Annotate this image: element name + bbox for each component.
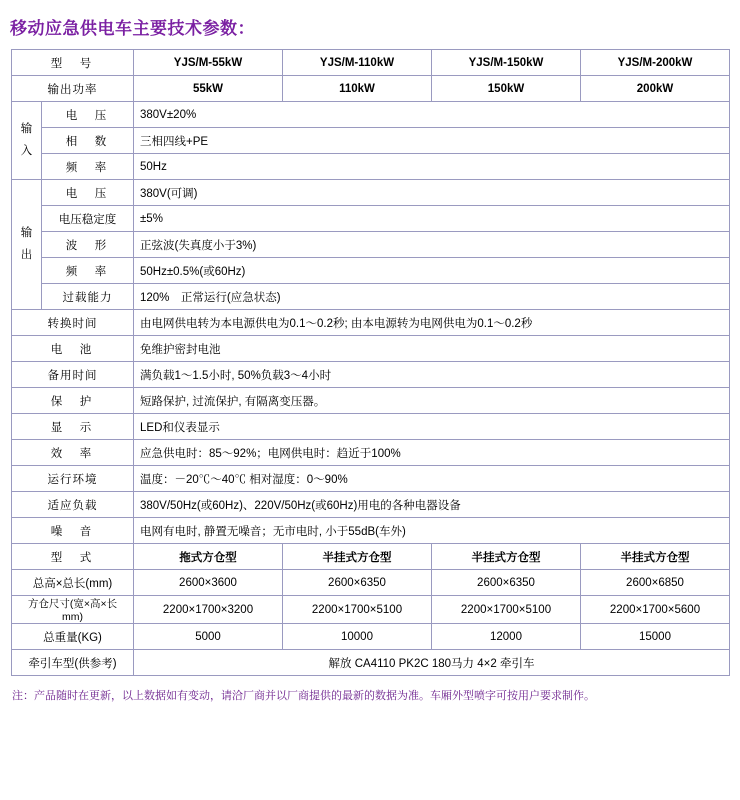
row-value-load-compat: 380V/50Hz(或60Hz)、220V/50Hz(或60Hz)用电的各种电器设备 xyxy=(134,492,730,518)
group-label-input-char1: 输 xyxy=(20,122,33,135)
table-row-type xyxy=(12,544,730,570)
row-label-output-frequency: 频 率 xyxy=(42,258,134,284)
row-label-transfer-time: 转换时间 xyxy=(12,310,134,336)
height-length-value-4: 2600×6850 xyxy=(581,570,730,596)
table-row-tractor xyxy=(12,650,730,676)
table-row-battery xyxy=(12,336,730,362)
row-value-output-stability: ±5% xyxy=(134,206,730,232)
table-row-model xyxy=(12,50,730,76)
model-cell-3: YJS/M-150kW xyxy=(432,50,581,76)
output-power-2: 110kW xyxy=(283,76,432,102)
row-value-output-voltage: 380V(可调) xyxy=(134,180,730,206)
group-label-input-char2: 入 xyxy=(20,144,33,157)
type-value-2: 半挂式方仓型 xyxy=(283,544,432,570)
row-label-cabin-size: 方仓尺寸(宽×高×长mm) xyxy=(12,596,134,624)
cabin-size-value-2: 2200×1700×5100 xyxy=(283,596,432,624)
type-value-4: 半挂式方仓型 xyxy=(581,544,730,570)
height-length-value-1: 2600×3600 xyxy=(134,570,283,596)
row-value-output-frequency: 50Hz±0.5%(或60Hz) xyxy=(134,258,730,284)
table-row-total-weight xyxy=(12,624,730,650)
row-label-total-weight: 总重量(KG) xyxy=(12,624,134,650)
total-weight-value-2: 10000 xyxy=(283,624,432,650)
table-row-environment xyxy=(12,466,730,492)
total-weight-value-3: 12000 xyxy=(432,624,581,650)
row-label-noise: 噪 音 xyxy=(12,518,134,544)
table-row-display xyxy=(12,414,730,440)
row-value-output-waveform: 正弦波(失真度小于3%) xyxy=(134,232,730,258)
row-label-output-power: 输出功率 xyxy=(12,76,134,102)
table-row-output-waveform xyxy=(12,232,730,258)
row-value-input-phase: 三相四线+PE xyxy=(134,128,730,154)
row-label-output-voltage: 电 压 xyxy=(42,180,134,206)
model-cell-2: YJS/M-110kW xyxy=(283,50,432,76)
row-label-efficiency: 效 率 xyxy=(12,440,134,466)
row-label-tractor: 牵引车型(供参考) xyxy=(12,650,134,676)
row-value-display: LED和仪表显示 xyxy=(134,414,730,440)
output-power-1: 55kW xyxy=(134,76,283,102)
group-label-output-char1: 输 xyxy=(20,226,33,239)
group-label-input xyxy=(12,102,42,180)
height-length-value-3: 2600×6350 xyxy=(432,570,581,596)
row-label-overload: 过载能力 xyxy=(42,284,134,310)
table-row-protection xyxy=(12,388,730,414)
height-length-value-2: 2600×6350 xyxy=(283,570,432,596)
row-value-transfer-time: 由电网供电转为本电源供电为0.1～0.2秒; 由本电源转为电网供电为0.1～0.2秒 xyxy=(134,310,730,336)
row-label-protection: 保 护 xyxy=(12,388,134,414)
table-row-cabin-size xyxy=(12,596,730,624)
group-label-output-char2: 出 xyxy=(20,248,33,261)
specification-table xyxy=(11,49,730,676)
table-row-output-voltage xyxy=(12,180,730,206)
row-value-battery: 免维护密封电池 xyxy=(134,336,730,362)
row-label-environment: 运行环境 xyxy=(12,466,134,492)
table-row-efficiency xyxy=(12,440,730,466)
row-label-backup-time: 备用时间 xyxy=(12,362,134,388)
row-value-environment: 温度：－20℃～40℃ 相对湿度：0～90% xyxy=(134,466,730,492)
table-row-noise xyxy=(12,518,730,544)
cabin-size-value-4: 2200×1700×5600 xyxy=(581,596,730,624)
cabin-size-value-1: 2200×1700×3200 xyxy=(134,596,283,624)
page-title: 移动应急供电车主要技术参数： xyxy=(10,19,255,38)
row-value-overload: 120% 正常运行(应急状态) xyxy=(134,284,730,310)
table-row-input-frequency xyxy=(12,154,730,180)
row-label-input-voltage: 电 压 xyxy=(42,102,134,128)
row-label-output-waveform: 波 形 xyxy=(42,232,134,258)
row-value-noise: 电网有电时, 静置无噪音；无市电时, 小于55dB(车外) xyxy=(134,518,730,544)
table-row-output-frequency xyxy=(12,258,730,284)
row-label-load-compat: 适应负载 xyxy=(12,492,134,518)
group-label-output xyxy=(12,180,42,310)
model-cell-4: YJS/M-200kW xyxy=(581,50,730,76)
row-value-protection: 短路保护, 过流保护, 有隔离变压器。 xyxy=(134,388,730,414)
total-weight-value-4: 15000 xyxy=(581,624,730,650)
output-power-3: 150kW xyxy=(432,76,581,102)
table-row-overload xyxy=(12,284,730,310)
row-value-backup-time: 满负载1～1.5小时, 50%负载3～4小时 xyxy=(134,362,730,388)
type-value-1: 拖式方仓型 xyxy=(134,544,283,570)
row-label-input-phase: 相 数 xyxy=(42,128,134,154)
output-power-4: 200kW xyxy=(581,76,730,102)
row-label-model: 型 号 xyxy=(12,50,134,76)
type-value-3: 半挂式方仓型 xyxy=(432,544,581,570)
table-row-height-length xyxy=(12,570,730,596)
row-label-height-length: 总高×总长(mm) xyxy=(12,570,134,596)
row-label-type: 型 式 xyxy=(12,544,134,570)
table-row-input-phase xyxy=(12,128,730,154)
cabin-size-value-3: 2200×1700×5100 xyxy=(432,596,581,624)
footer-note: 注：产品随时在更新，以上数据如有变动，请洽厂商并以厂商提供的最新的数据为准。车厢外型喷字可按用户要求制作。 xyxy=(12,690,595,702)
total-weight-value-1: 5000 xyxy=(134,624,283,650)
table-row-input-voltage xyxy=(12,102,730,128)
table-row-output-power xyxy=(12,76,730,102)
table-row-load-compat xyxy=(12,492,730,518)
row-label-battery: 电 池 xyxy=(12,336,134,362)
row-label-output-stability: 电压稳定度 xyxy=(42,206,134,232)
row-value-tractor: 解放 CA4110 PK2C 180马力 4×2 牵引车 xyxy=(134,650,730,676)
table-row-backup-time xyxy=(12,362,730,388)
row-label-input-frequency: 频 率 xyxy=(42,154,134,180)
row-value-efficiency: 应急供电时：85～92%；电网供电时：趋近于100% xyxy=(134,440,730,466)
model-cell-1: YJS/M-55kW xyxy=(134,50,283,76)
row-value-input-voltage: 380V±20% xyxy=(134,102,730,128)
row-value-input-frequency: 50Hz xyxy=(134,154,730,180)
table-row-output-stability xyxy=(12,206,730,232)
row-label-display: 显 示 xyxy=(12,414,134,440)
table-row-transfer-time xyxy=(12,310,730,336)
